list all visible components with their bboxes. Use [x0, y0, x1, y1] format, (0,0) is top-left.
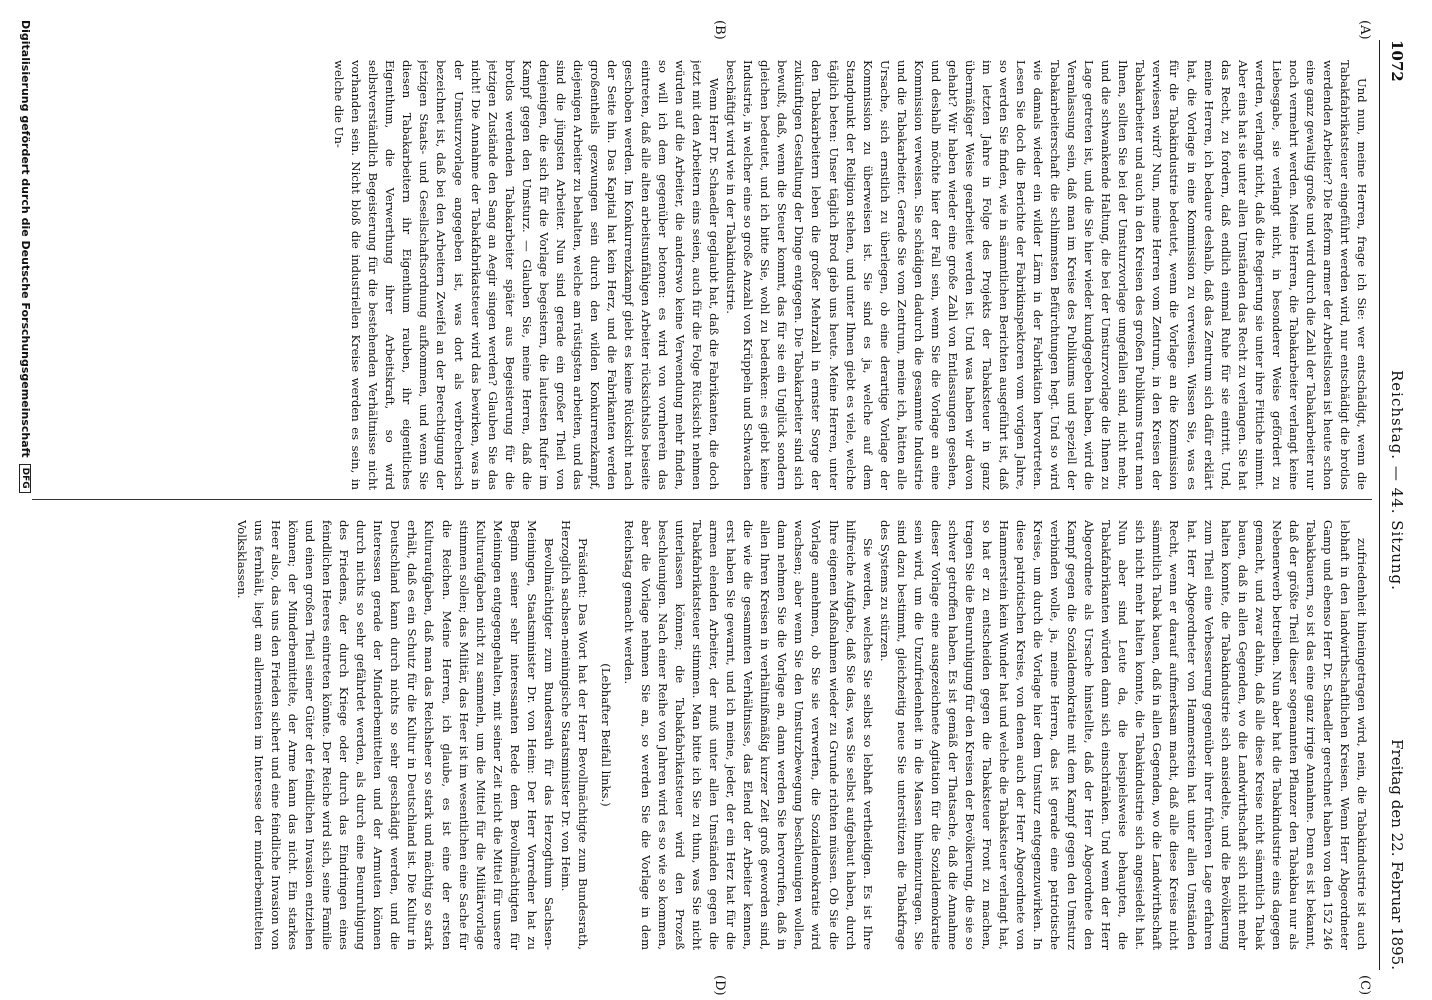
president-statement: Präsident: Das Wort hat der Herr Bevollmächtigte zum Bundesrath, Herzoglich sachsen-meiningische Staatsminister Dr. von Heim.: [558, 520, 590, 950]
margin-marker-a: (A): [1357, 20, 1372, 40]
margin-marker-b: (B): [712, 20, 727, 40]
left-column: [130, 60, 1370, 490]
speaker-paragraph: Bevollmächtigter zum Bundesrath für das Herzogthum Sachsen-Meiningen, Staatsminister Dr. von Heim: Der Herr Vorredner hat zu Beginn seiner sehr interessanten Rede dem Bevollmächtigten für Meiningen entgegengehalten, mit seiner Zeit nicht die Mittel für unsere Kulturaufgaben nicht zu sammeln, um die Mittel für die Militärvorlage stimmen sollen; das Militär, das Heer ist im wesentlichen eine Sache für die Reichen. Meine Herren, ich glaube, es ist eine der ersten Kulturaufgaben, daß man das Reichsheer so stark und mächtig so stark erhält, daß es ein Schutz für die Kultur in Deutschland ist. Die Kultur in Deutschland kann durch nichts so sehr geschädigt werden, und die Interessen gerade der Minderbemittelten und der Armuten können durch nichts so sehr gefährdet werden, als durch eine Beunruhigung des Friedens, der durch Kriege oder durch das Eindringen eines feindlichen Heeres eintreten könnte. Der Reiche wird sich, seine Familie und einen großen Theil seiner Güter der feindlichen Invasion entziehen können; der Minderbemittelte, der Arme kann das nicht. Ein starkes Heer also, das uns den Frieden sichert und eine feindliche Invasion von uns fernhält, liegt am allermeisten im Interesse der minderbemittelten Volksklassen.: [234, 520, 556, 950]
margin-marker-c: (C): [1357, 975, 1372, 996]
column-divider: [32, 499, 1372, 500]
header-rule: [1379, 40, 1380, 970]
session-title: Reichstag. — 44. Sitzung.: [1388, 370, 1406, 591]
session-date: Freitag den 22. Februar 1895.: [1388, 739, 1406, 970]
page-number: 1072: [1388, 40, 1406, 82]
right-column: [30, 520, 1370, 950]
left-paragraph-1: Und nun, meine Herren, frage ich Sie: wer entschädigt, wenn die Tabakfabrikatsteuer eingeführt werden wird, nur entschädigt die brotlos werdenden Arbeiter? Die Reform armer der Arbeitslosen ist heute schon eine ganz gewaltig große und wird durch die Zahl der Tabakarbeiter nur noch vermehrt werden. Meine Herren, die Tabakarbeiter verlangt keine Liebesgabe, sie verlangt nicht, in besonderer Weise gefördert zu werden, verlangt nicht, daß die Regierung sie unter ihre Fittiche nimmt. Aber eins hat sie unter allen Umständen das Recht zu verlangen. Sie hat das Recht, zu fordern, daß endlich einmal Ruhe für sie eintritt. Und, meine Herren, ich bedaure deshalb, daß das Zentrum sich dafür erklärt hat, die Vorlage in eine Kommission zu verweisen. Wissen Sie, was es für die Tabakindustrie bedeutet, wenn die Vorlage an die Kommission verwiesen wird? Nun, meine Herren vom Zentrum, in den Kreisen der Tabakarbeiter und auch in den Kreisen des großen Publikums traut man Ihnen, sollten Sie bei der Umsturzvorlage umgefallen sind, nicht mehr, und die schwankende Haltung, die bei der Umsturzvorlage die Ihnen zu Lage getreten ist, und die Sie hier wieder kundgegeben haben, wird die Veranlassung sein, daß man im Kreise des Publikums und speziell der Tabakarbeiterschaft die schlimmsten Befürchtungen hegt. Und so wird wie damals wieder ein wilder Lärm in der Fabrikation hervortreten. Lesen Sie doch die Berichte der Fabrikinspektoren vom vorigen Jahre, so werden Sie finden, wie in sämmtlichen Berichten ausgeführt ist, daß im letzten Jahre in Folge des Projekts der Tabaksteuer in ganz übermäßiger Weise gearbeitet werden ist. Und was haben wir davon gehabt? Wir haben wieder eine große Zahl von Entlassungen gesehen, und deshalb möchte hier der Fall sein, wenn Sie die Vorlage an eine Kommission verweisen. Sie schädigen dadurch die gesammte Industrie und die Tabakarbeiter. Gerade Sie vom Zentrum, meine ich, hätten alle Ursache, sich ernstlich zu überlegen, ob eine derartige Vorlage der Kommission zu überweisen ist. Sie sind es ja, welche auf dem Standpunkt der Religion stehen, und unter Ihnen giebt es viele, welche täglich beten: Unser täglich Brod gieb uns heute. Meine Herren, unter den Tabakarbeitern leben die großer Mehrzahl in ernster Sorge der zukünftigen Gestaltung der Dinge entgegen. Die Tabakarbeiter sind sich bewußt, daß, wenn die Steuer kommt, das für sie ein Unglück sondern gleichen bedeutet, und ich bitte Sie, wohl zu bedenken: es giebt keine Industrie, in welcher eine so große Anzahl von Krüppeln und Schwachen beschäftigt wird wie in der Tabakindustrie.: [724, 60, 1369, 490]
right-paragraph-1: zufriedenheit hineingetragen wird, nein, die Tabakindustrie ist auch lebhaft in den landwirthschaftlichen Kreisen. Wenn Herr Abgeordneter Gamp und ebenso Herr Dr. Schaedler gerechnet haben von den 152 246 Tabakbauern, so ist das eine ganz irrige Annahme. Denn es ist bekannt, daß der größte Theil dieser sogenannten Pflanzer den Tabakbau nur als Nebenerwerb betreiben. Nun aber hat die Tabakindustrie eins dagegen gemacht, und zwar dahin, daß alle diese Kreise nicht sämmtlich Tabak bauen, daß in allen Gegenden, wo die Landwirthschaft sich nicht mehr halten konnte, die Tabakindustrie sich ansiedelte, und die Bevölkerung zum Theil eine Verbesserung gegenüber ihrer früheren Lage erfahren hat. Herr Abgeordneter von Hammerstein hat unter allen Umständen Recht, wenn er darauf aufmerksam macht, daß alle diese Kreise nicht sämmtlich Tabak bauen, daß in allen Gegenden, wo die Landwirthschaft sich nicht mehr halten konnte, die Tabakindustrie sich angesiedelt hat. Nun aber sind Leute da, die beispielsweise behaupten, die Tabakfabrikanten würden dann sich einschränken. Und wenn der Herr Abgeordnete als Ursache hinstellte, daß der Herr Abgeordnete den Kampf gegen die Sozialdemokratie mit dem Kampf gegen den Umsturz verbinden wolle, ja, meine Herren, das ist gerade eine patriotische Kreise, um durch die Vorlage hier dem Umsturz entgegenzuwirken. In diese patriotischen Kreise, von denen auch der Herr Abgeordnete von Hammerstein kein Wunder hat und welche die Tabaksteuer verlangt hat, so hat er zu entscheiden gegen die Tabaksteuer Front zu machen, tragen Sie die Beunruhigung für den Kreisen der Bevölkerung, die sie so schwer getroffen haben. Es ist gemäß der Thatsache, daß die Annahme dieser Vorlage eine ausgezeichnete Agitation für die Sozialdemokratie sein wird, um die Unzufriedenheit in die Massen hineinzutragen. Sie sind dazu bestimmt, gleichzeitig neue Sie unterstützen die Tabakfrage des Systems zu stürzen.: [877, 520, 1369, 950]
credit-text: Digitalisierung gefördert durch die Deutsche Forschungsgemeinschaft: [19, 20, 32, 458]
right-paragraph-2: Sie werden, welches Sie selbst so lebhaft vertheidigen. Es ist Ihre hilfreiche Aufgabe, daß Sie das, was Sie selbst aufgebaut haben, durch Ihre eigenen Maßnahmen wieder zu Grunde richten müssen. Ob Sie die Vorlage annehmen, ob Sie sie verwerfen, die Sozialdemokratie wird wachsen; aber wenn Sie den Umsturzbewegung beschleunigen wollen, dann nehmen Sie die Vorlage an, dann werden Sie hervorrufen, daß in allen Ihren Kreisen in verhältnißmäßig kurzer Zeit groß geworden sind, die wie die gesammten Verhältnisse, das Elend der Arbeiter kennen, erst haben Sie gewarnt, und ich meine, jeder, der ein Herz hat für die armen elenden Arbeiter, der muß unter allen Umständen gegen die Tabakfabrikatsteuer stimmen. Man bitte ich Sie zu thun, was Sie nicht unterlassen können; die Tabakfabrikatsteuer wird den Prozeß beschleunigen. Nach einer Reihe von Jahren wird es so wie so kommen, aber die Vorlage nehmen Sie an, so werden Sie die Vorlage in dem Reichstag gemacht werden.: [621, 520, 875, 950]
dfg-logo: DFG: [20, 464, 32, 493]
page-header: [1382, 40, 1412, 970]
left-paragraph-2: Wenn Herr Dr. Schaedler geglaubt hat, daß die Fabrikanten, die doch jetzt mit den Arbeitern eins seien, auch für die Folge Rücksicht nehmen würden auf die Arbeiter, die anderswo keine Verwendung mehr finden, so will ich dem gegenüber betonen: es wird von vornherein das eintreten, daß alle alten arbeitsunfähigen Arbeiter rücksichtslos beiseite geschoben werden. Im Konkurrenzkampf giebt es keine Rücksicht nach der Seite hin. Das Kapital hat kein Herz, und die Fabrikanten werden großentheils gezwungen sein durch den wilden Konkurrenzkampf, diejenigen Arbeiter zu behalten, welche am rüstigsten arbeiten, und das sind die jüngsten Arbeiter. Nun sind gerade ein großer Theil von denjenigen, die sich für die Vorlage begeistern, die lautesten Rufer im Kampf gegen den Umsturz. — Glauben Sie, meine Herren, daß die brotlos werdenden Tabakarbeiter später aus Begeisterung für die jetzigen Zustände den Sang an Aegir singen werden? Glauben Sie das nicht! Die Annahme der Tabakfabrikatsteuer wird das bewirken, was in der Umsturzvorlage angegeben ist, was dort als verbrecherisch bezeichnet ist, daß bei den Arbeitern Zweifel an der Berechtigung der jetzigen Staats- und Gesellschaftsordnung aufkommen, und wenn Sie diesen Tabakarbeitern ihr Eigenthum rauben, ihr eigentliches Eigenthum, die Verwerthung ihrer Arbeitskraft, so wird selbstverständlich Begeisterung für die bestehenden Verhältnisse nicht vorhanden sein. Nicht bloß die industriellen Kreise werden es sein, in welche die Un-: [332, 60, 722, 490]
margin-marker-d: (D): [712, 975, 727, 996]
digitization-credit: [19, 20, 32, 970]
applause-note: (Lebhafter Beifall links.): [598, 663, 613, 807]
